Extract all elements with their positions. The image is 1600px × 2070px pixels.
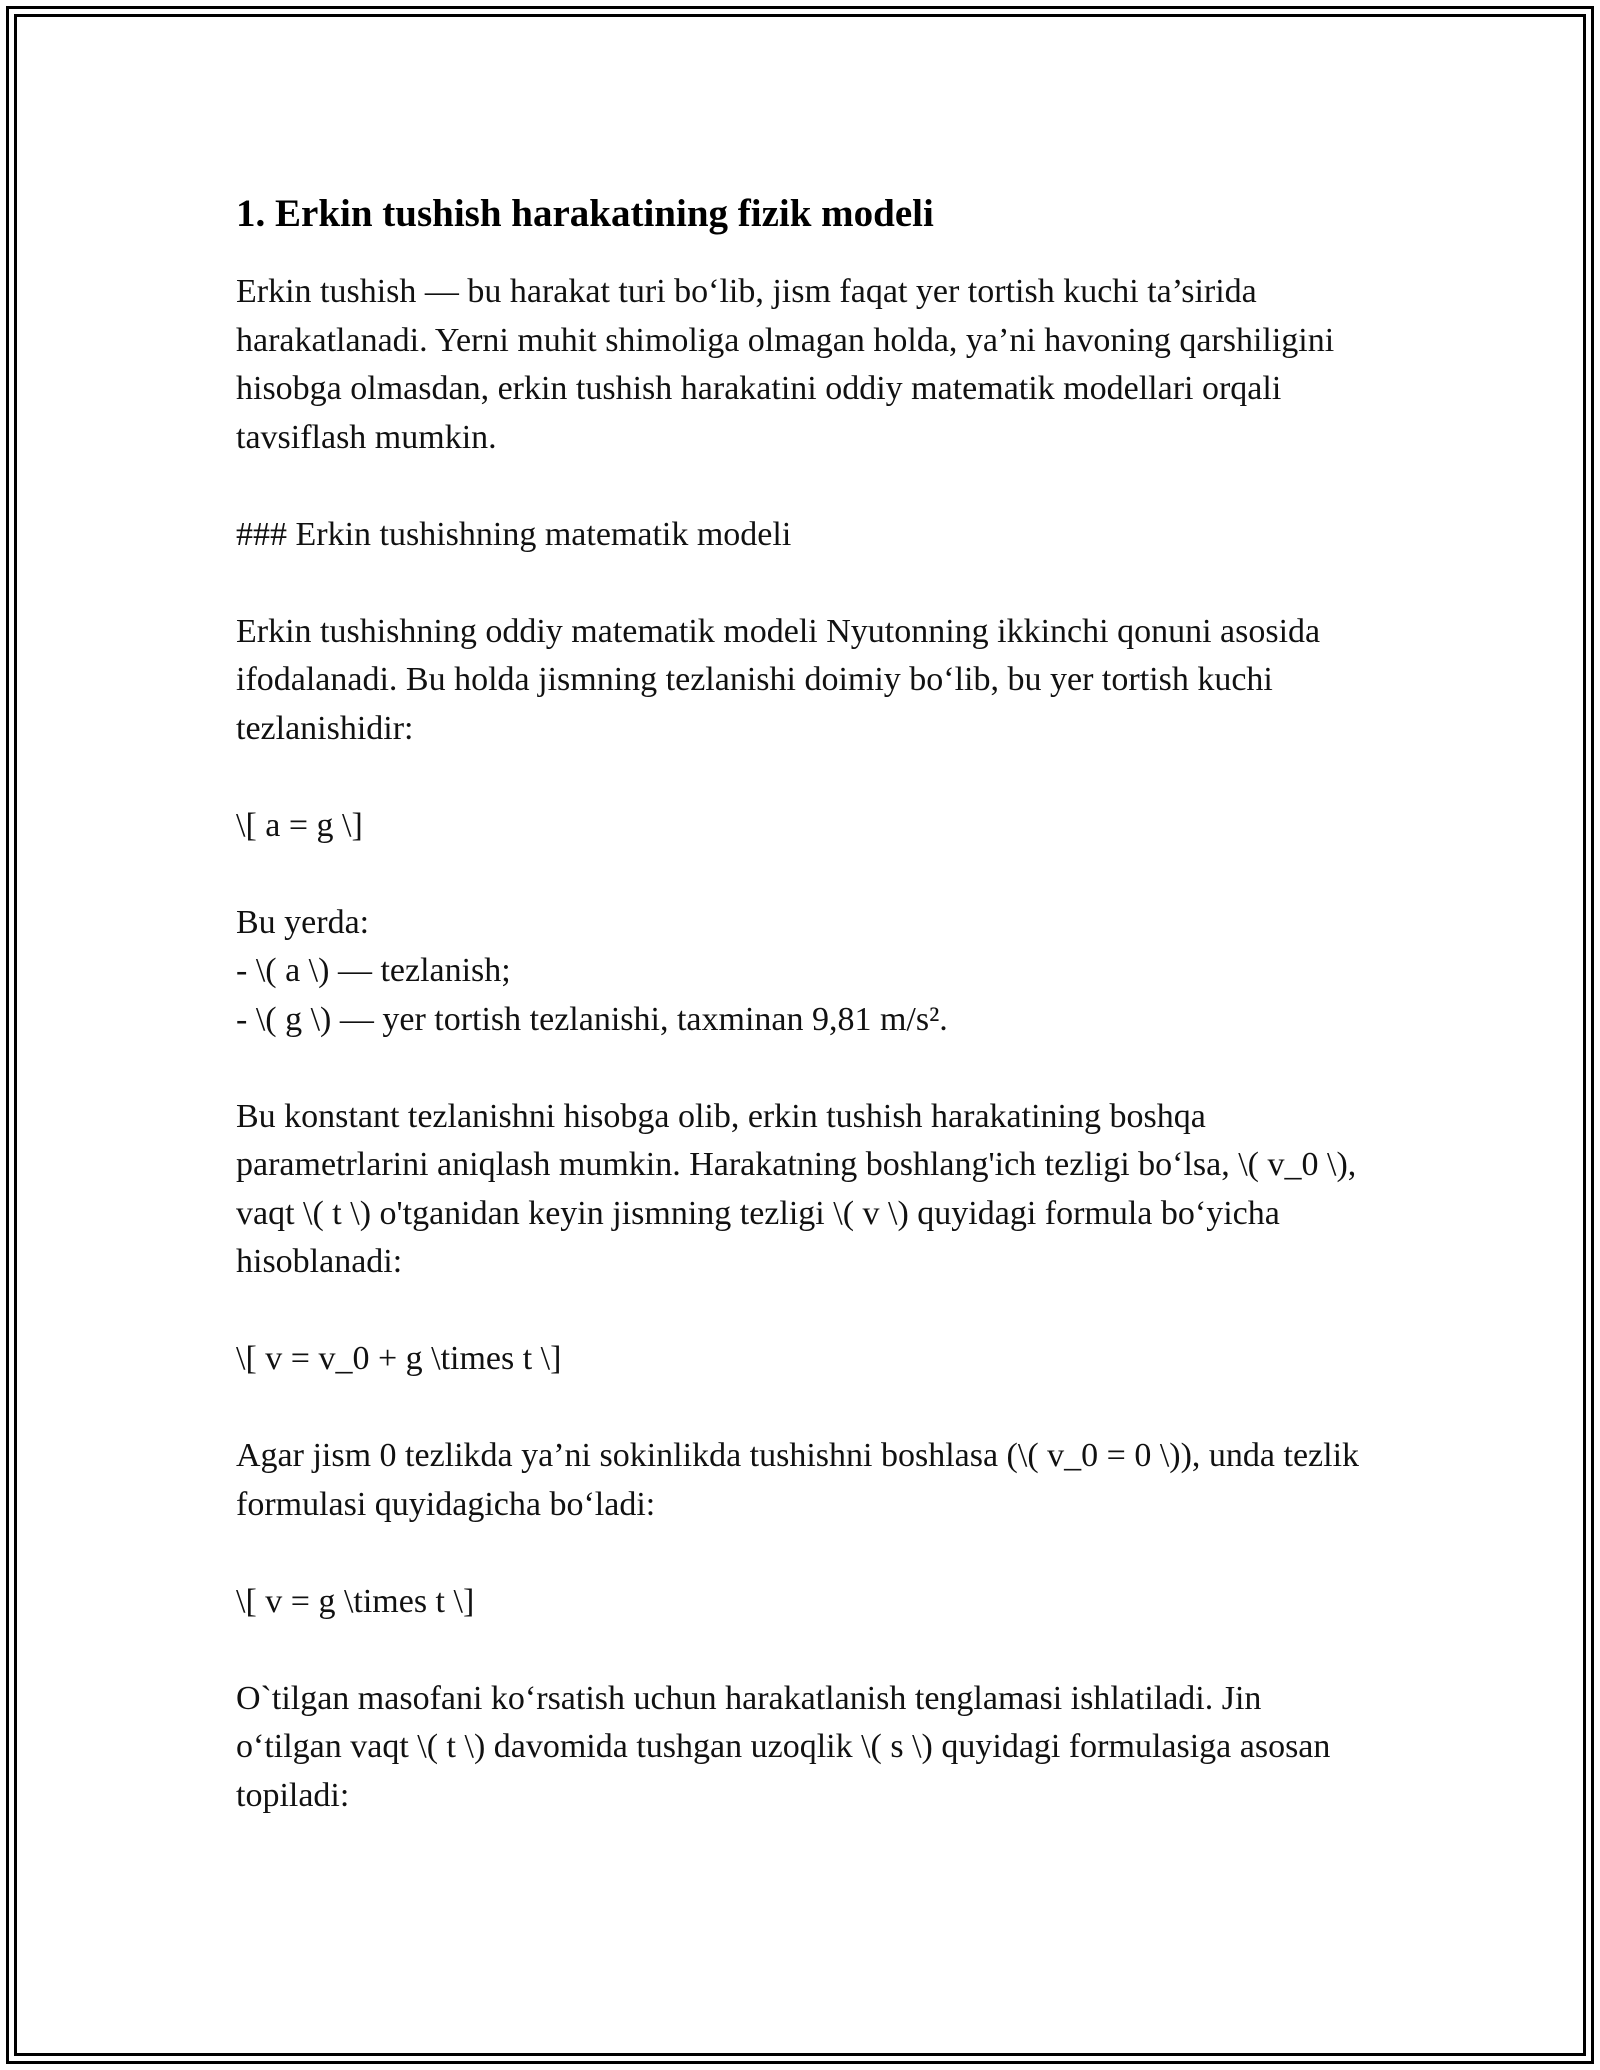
- where-label: Bu yerda:: [236, 903, 370, 941]
- spacer: [236, 850, 1366, 899]
- velocity-paragraph: Bu konstant tezlanishni hisobga olib, erkin tushish harakatining boshqa parametrlarini aniqlash mumkin. Harakatning boshlang'ich tezligi bo‘lsa, \( v_0 \), vaqt \( t \) o'tganidan keyin jismning tezligi \( v \) quyidagi formula bo‘yicha hisoblanadi:: [236, 1097, 1357, 1280]
- spacer: [236, 1626, 1366, 1675]
- rest-paragraph: Agar jism 0 tezlikda ya’ni sokinlikda tushishni boshlasa (\( v_0 = 0 \)), unda tezlik formulasi quyidagicha bo‘ladi:: [236, 1437, 1360, 1523]
- spacer: [236, 753, 1366, 802]
- definition-g: - \( g \) — yer tortish tezlanishi, taxminan 9,81 m/s².: [236, 1000, 948, 1038]
- model-paragraph: Erkin tushishning oddiy matematik modeli Nyutonning ikkinchi qonuni asosida ifodalanadi. Bu holda jismning tezlanishi doimiy bo‘lib, bu yer tortish kuchi tezlanishidir:: [236, 612, 1321, 747]
- definition-a: - \( a \) — tezlanish;: [236, 952, 511, 989]
- formula-velocity: \[ v = v_0 + g \times t \]: [236, 1340, 562, 1377]
- formula-acceleration: \[ a = g \]: [236, 806, 363, 844]
- intro-paragraph: Erkin tushish — bu harakat turi bo‘lib, jism faqat yer tortish kuchi ta’sirida harakatlanadi. Yerni muhit shimoliga olmagan holda, ya’ni havoning qarshiligini hisobga olmasdan, erkin tushish harakatini oddiy matematik modellari orqali tavsiflash mumkin.: [236, 273, 1335, 456]
- spacer: [236, 1044, 1366, 1093]
- page-title: 1. Erkin tushish harakatining fizik modeli: [236, 192, 934, 235]
- spacer: [236, 1287, 1366, 1336]
- document-body: [236, 186, 1366, 1820]
- spacer: [236, 1384, 1366, 1433]
- spacer: [236, 1529, 1366, 1578]
- distance-paragraph: O`tilgan masofani ko‘rsatish uchun harakatlanish tenglamasi ishlatiladi. Jin o‘tilgan vaqt \( t \) davomida tushgan uzoqlik \( s \) quyidagi formulasiga asosan topiladi:: [236, 1679, 1331, 1814]
- spacer: [236, 559, 1366, 608]
- formula-velocity-rest: \[ v = g \times t \]: [236, 1582, 475, 1620]
- subheading-markdown: ### Erkin tushishning matematik modeli: [236, 515, 792, 553]
- spacer: [236, 462, 1366, 511]
